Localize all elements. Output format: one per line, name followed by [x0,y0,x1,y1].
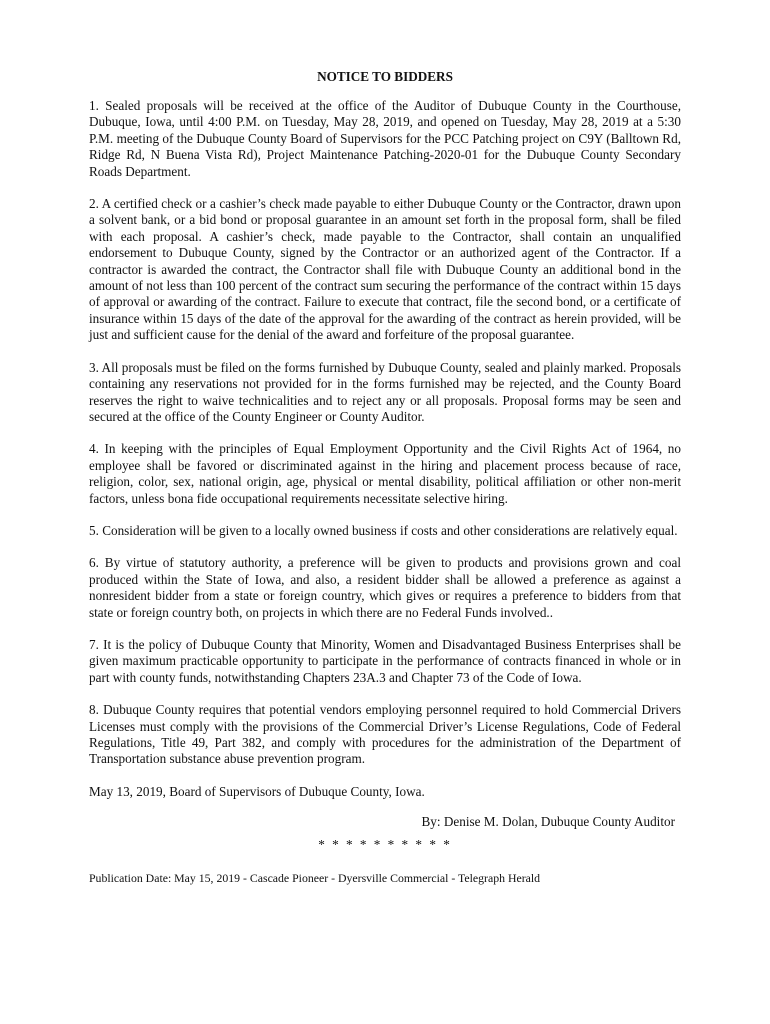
paragraph-8: 8. Dubuque County requires that potential vendors employing personnel required to hold Commercial Drivers Licenses must comply with the provisions of the Commercial Driver’s License Regulations, Code of Federal Regulations, Title 49, Part 382, and comply with procedures for the administration of the Department of Transportation substance abuse prevention program. [89,702,681,767]
paragraph-4: 4. In keeping with the principles of Equal Employment Opportunity and the Civil Rights Act of 1964, no employee shall be favored or discriminated against in the hiring and placement process because of race, religion, color, sex, national origin, age, physical or mental disability, political affiliation or other non-merit factors, unless bona fide occupational requirements necessitate selective hiring. [89,441,681,506]
paragraph-1: 1. Sealed proposals will be received at the office of the Auditor of Dubuque County in the Courthouse, Dubuque, Iowa, until 4:00 P.M. on Tuesday, May 28, 2019, and opened on Tuesday, May 28, 2019 at a 5:30 P.M. meeting of the Dubuque County Board of Supervisors for the PCC Patching project on C9Y (Balltown Rd, Ridge Rd, N Buena Vista Rd), Project Maintenance Patching-2020-01 for the Dubuque County Secondary Roads Department. [89,98,681,179]
paragraph-6: 6. By virtue of statutory authority, a preference will be given to products and provisions grown and coal produced within the State of Iowa, and also, a resident bidder shall be allowed a preference as against a nonresident bidder from a state or foreign country, which gives or requires a preference to bidders from that state or foreign country both, on projects in which there are no Federal Funds involved.. [89,555,681,620]
asterisk-separator: * * * * * * * * * * [318,836,452,852]
date-line: May 13, 2019, Board of Supervisors of Dubuque County, Iowa. [89,783,425,799]
paragraph-3: 3. All proposals must be filed on the forms furnished by Dubuque County, sealed and plainly marked. Proposals containing any reservations not provided for in the forms furnished may be rejected, and the County Board reserves the right to waive technicalities and to reject any or all proposals. Proposal forms may be seen and secured at the office of the County Engineer or County Auditor. [89,359,681,424]
auditor-signature-line: By: Denise M. Dolan, Dubuque County Auditor [421,814,675,830]
notice-document [89,68,681,886]
paragraph-5: 5. Consideration will be given to a locally owned business if costs and other considerations are relatively equal. [89,522,678,538]
publication-date: Publication Date: May 15, 2019 - Cascade Pioneer - Dyersville Commercial - Telegraph Herald [89,870,541,885]
paragraph-2: 2. A certified check or a cashier’s check made payable to either Dubuque County or the Contractor, drawn upon a solvent bank, or a bid bond or proposal guarantee in an amount set forth in the proposal form, shall be filed with each proposal. A cashier’s check, made payable to the Contractor, shall contain an unqualified endorsement to Dubuque County, signed by the Contractor or an authorized agent of the Contractor. If a contractor is awarded the contract, the Contractor shall file with Dubuque County an additional bond in the amount of not less than 100 percent of the contract sum securing the performance of the contract within 15 days of approval or awarding of the contract. Failure to execute that contract, file the second bond, or a certificate of insurance within 15 days of the date of the approval for the awarding of the contract as herein provided, will be just and sufficient cause for the denial of the award and forfeiture of the proposal guarantee. [89,196,681,343]
notice-title: NOTICE TO BIDDERS [317,69,453,84]
paragraph-7: 7. It is the policy of Dubuque County that Minority, Women and Disadvantaged Business Enterprises shall be given maximum practicable opportunity to participate in the performance of contracts financed in whole or in part with county funds, notwithstanding Chapters 23A.3 and Chapter 73 of the Code of Iowa. [89,636,681,685]
